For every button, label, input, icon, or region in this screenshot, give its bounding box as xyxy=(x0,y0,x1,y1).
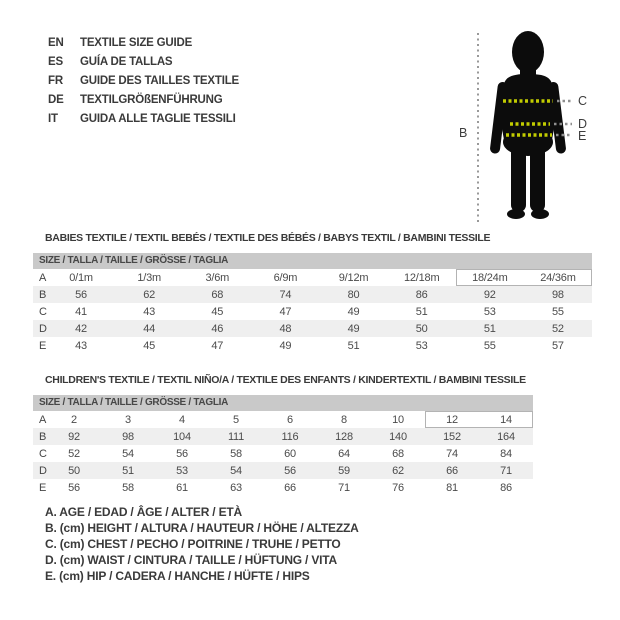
size-cell: 80 xyxy=(347,288,360,301)
size-table-row-c xyxy=(33,445,533,462)
size-table-row-b xyxy=(33,428,533,445)
childrens-table-title: CHILDREN'S TEXTILE / TEXTIL NIÑO/A / TEXTILE DES ENFANTS / KINDERTEXTIL / BAMBINI TESSILE xyxy=(45,374,526,386)
size-table-row-e xyxy=(33,337,592,354)
size-cell: 49 xyxy=(347,305,360,318)
size-cell: 74 xyxy=(446,447,458,460)
language-code: EN xyxy=(48,36,64,49)
language-guide-title: GUIDE DES TAILLES TEXTILE xyxy=(80,74,239,87)
size-cell: 53 xyxy=(483,305,496,318)
language-code: FR xyxy=(48,74,63,87)
size-cell: 0/1m xyxy=(69,271,93,284)
measurement-figure xyxy=(440,8,615,238)
language-guide-title: GUIDA ALLE TAGLIE TESSILI xyxy=(80,112,236,125)
size-table-row-d xyxy=(33,462,533,479)
size-cell: 63 xyxy=(230,481,242,494)
size-cell: 62 xyxy=(143,288,156,301)
silhouette-hips xyxy=(503,128,553,156)
size-cell: 104 xyxy=(173,430,191,443)
silhouette-left-leg xyxy=(511,138,526,212)
size-cell: 50 xyxy=(415,322,428,335)
size-cell: 50 xyxy=(68,464,80,477)
language-code: IT xyxy=(48,112,58,125)
hip-label: E xyxy=(578,129,587,143)
waist-label: D xyxy=(578,117,588,131)
row-label: C xyxy=(39,305,47,318)
size-cell: 9/12m xyxy=(338,271,369,284)
row-label: D xyxy=(39,322,47,335)
language-guide-title: TEXTILGRÖßENFÜHRUNG xyxy=(80,93,223,106)
size-cell: 43 xyxy=(75,339,87,352)
size-cell: 45 xyxy=(211,305,224,318)
size-cell: 59 xyxy=(338,464,350,477)
size-cell: 6/9m xyxy=(273,271,298,284)
size-cell: 51 xyxy=(415,305,428,318)
size-cell: 74 xyxy=(279,288,292,301)
size-cell: 45 xyxy=(143,339,156,352)
babies-table-title: BABIES TEXTILE / TEXTIL BEBÉS / TEXTILE DES BÉBÉS / BABYS TEXTIL / BAMBINI TESSILE xyxy=(45,232,491,244)
size-cell: 5 xyxy=(233,413,239,426)
row-label: B xyxy=(39,288,47,301)
size-cell: 56 xyxy=(284,464,296,477)
language-title-list xyxy=(48,33,239,128)
size-table-row-a xyxy=(33,269,592,286)
size-cell: 68 xyxy=(211,288,224,301)
childrens-size-table xyxy=(33,374,533,496)
size-cell: 47 xyxy=(279,305,292,318)
size-cell: 53 xyxy=(415,339,428,352)
size-cell: 56 xyxy=(75,288,87,301)
child-silhouette-figure xyxy=(440,8,615,238)
size-cell: 47 xyxy=(211,339,224,352)
size-cell: 54 xyxy=(230,464,242,477)
size-cell: 92 xyxy=(483,288,496,301)
row-label: E xyxy=(39,339,47,352)
size-table-row-a xyxy=(33,411,533,428)
silhouette-right-foot xyxy=(531,209,549,219)
babies-size-header-bar: SIZE / TALLA / TAILLE / GRÖSSE / TAGLIA xyxy=(33,253,592,269)
language-row-es xyxy=(48,52,239,71)
size-cell: 61 xyxy=(176,481,188,494)
row-label: B xyxy=(39,430,47,443)
size-cell: 8 xyxy=(341,413,347,426)
size-cell: 84 xyxy=(500,447,512,460)
size-cell: 52 xyxy=(68,447,80,460)
row-label: A xyxy=(39,271,47,284)
size-cell: 71 xyxy=(338,481,350,494)
size-cell: 44 xyxy=(143,322,156,335)
size-cell: 51 xyxy=(347,339,360,352)
size-cell: 57 xyxy=(552,339,564,352)
silhouette-left-foot xyxy=(507,209,525,219)
chest-label: C xyxy=(578,94,588,108)
size-cell: 51 xyxy=(483,322,496,335)
legend-line-b: B. (cm) HEIGHT / ALTURA / HAUTEUR / HÖHE / ALTEZZA xyxy=(45,521,359,535)
size-cell: 140 xyxy=(389,430,407,443)
childrens-table-rows xyxy=(33,411,533,496)
size-cell: 98 xyxy=(552,288,564,301)
babies-table-rows xyxy=(33,269,592,354)
babies-size-table xyxy=(33,232,592,354)
size-cell: 12/18m xyxy=(403,271,440,284)
size-cell: 42 xyxy=(75,322,87,335)
legend-line-d: D. (cm) WAIST / CINTURA / TAILLE / HÜFTUNG / VITA xyxy=(45,553,337,567)
size-cell: 10 xyxy=(392,413,404,426)
legend-line-c: C. (cm) CHEST / PECHO / POITRINE / TRUHE / PETTO xyxy=(45,537,341,551)
size-cell: 98 xyxy=(122,430,134,443)
size-cell: 48 xyxy=(279,322,292,335)
size-cell: 46 xyxy=(211,322,224,335)
size-cell: 76 xyxy=(392,481,404,494)
language-guide-title: GUÍA DE TALLAS xyxy=(80,55,173,68)
size-cell: 43 xyxy=(143,305,156,318)
size-cell: 18/24m xyxy=(472,271,508,284)
size-cell: 52 xyxy=(552,322,564,335)
row-label: A xyxy=(39,413,47,426)
size-cell: 3/6m xyxy=(205,271,230,284)
size-table-row-d xyxy=(33,320,592,337)
size-cell: 86 xyxy=(500,481,512,494)
size-cell: 128 xyxy=(335,430,353,443)
size-cell: 55 xyxy=(483,339,496,352)
size-cell: 49 xyxy=(279,339,292,352)
size-cell: 53 xyxy=(176,464,188,477)
legend-line-e: E. (cm) HIP / CADERA / HANCHE / HÜFTE / HIPS xyxy=(45,569,310,583)
size-cell: 24/36m xyxy=(540,271,576,284)
row-label: D xyxy=(39,464,47,477)
size-cell: 56 xyxy=(176,447,188,460)
size-cell: 58 xyxy=(230,447,242,460)
legend-line-a: A. AGE / EDAD / ÂGE / ALTER / ETÀ xyxy=(45,505,242,519)
size-cell: 92 xyxy=(68,430,80,443)
size-table-row-e xyxy=(33,479,533,496)
size-cell: 54 xyxy=(122,447,134,460)
size-table-row-b xyxy=(33,286,592,303)
size-cell: 60 xyxy=(284,447,296,460)
size-cell: 4 xyxy=(179,413,185,426)
childrens-size-header-bar: SIZE / TALLA / TAILLE / GRÖSSE / TAGLIA xyxy=(33,395,533,411)
size-cell: 3 xyxy=(125,413,131,426)
size-cell: 86 xyxy=(415,288,428,301)
language-code: ES xyxy=(48,55,63,68)
language-row-en xyxy=(48,33,239,52)
row-label: E xyxy=(39,481,47,494)
language-row-it xyxy=(48,109,239,128)
silhouette-right-leg xyxy=(530,138,545,212)
size-cell: 71 xyxy=(500,464,512,477)
measurement-legend xyxy=(45,504,359,584)
size-cell: 116 xyxy=(281,430,299,443)
size-cell: 56 xyxy=(68,481,80,494)
size-cell: 66 xyxy=(284,481,296,494)
size-cell: 68 xyxy=(392,447,404,460)
height-label: B xyxy=(459,126,468,140)
language-code: DE xyxy=(48,93,64,106)
size-cell: 64 xyxy=(338,447,350,460)
size-table-row-c xyxy=(33,303,592,320)
size-cell: 81 xyxy=(446,481,458,494)
size-cell: 49 xyxy=(347,322,360,335)
size-cell: 51 xyxy=(122,464,134,477)
language-row-de xyxy=(48,90,239,109)
size-cell: 6 xyxy=(287,413,293,426)
size-cell: 66 xyxy=(446,464,458,477)
size-cell: 2 xyxy=(71,413,77,426)
size-cell: 62 xyxy=(392,464,404,477)
size-cell: 14 xyxy=(500,413,512,426)
language-row-fr xyxy=(48,71,239,90)
row-label: C xyxy=(39,447,47,460)
size-cell: 58 xyxy=(122,481,134,494)
language-guide-title: TEXTILE SIZE GUIDE xyxy=(80,36,193,49)
size-cell: 55 xyxy=(552,305,564,318)
size-cell: 12 xyxy=(446,413,458,426)
size-cell: 41 xyxy=(75,305,87,318)
size-cell: 1/3m xyxy=(137,271,162,284)
size-cell: 164 xyxy=(497,430,515,443)
size-cell: 111 xyxy=(227,430,245,443)
size-cell: 152 xyxy=(443,430,461,443)
